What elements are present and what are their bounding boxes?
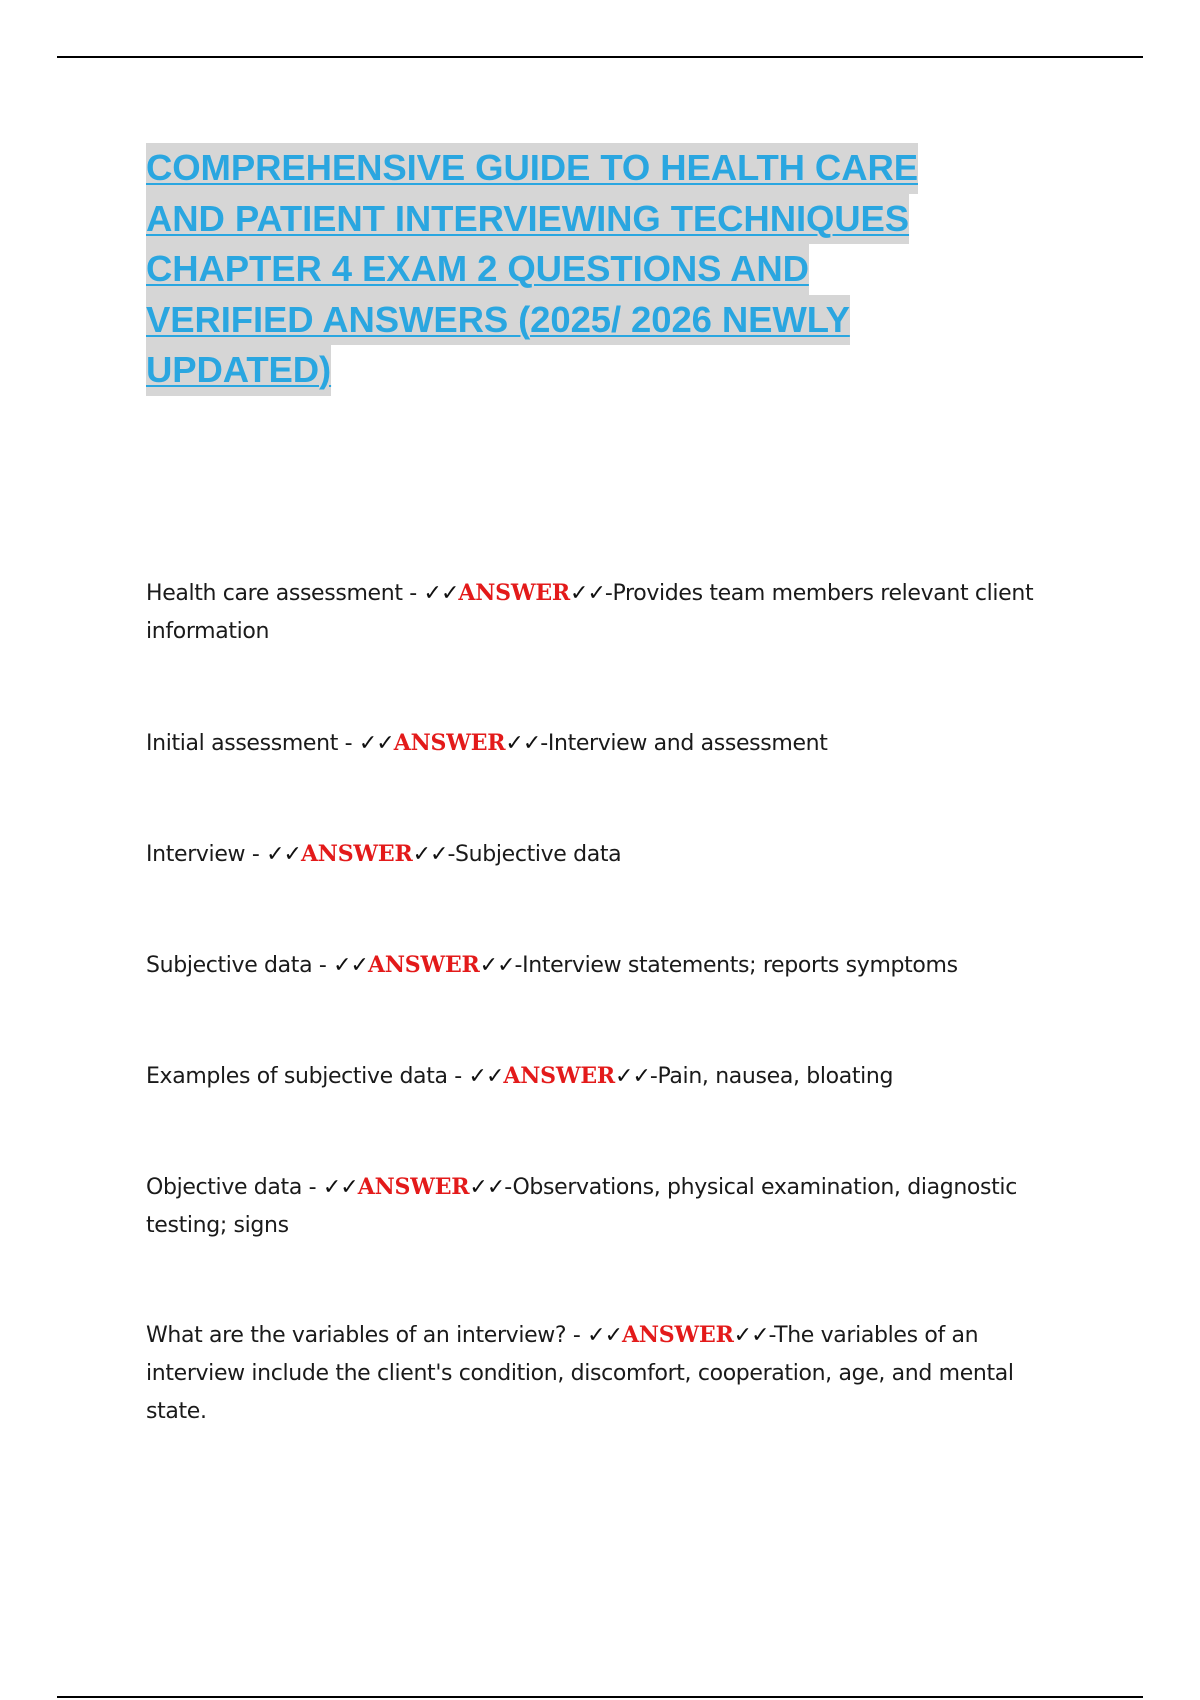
document-title xyxy=(146,143,1046,396)
answer-tag: ANSWER xyxy=(300,841,413,867)
answer-text: Observations, physical examination, diagnostic testing; signs xyxy=(146,1175,1017,1238)
check-icon: ✓✓ xyxy=(587,1323,623,1348)
check-icon: ✓✓ xyxy=(322,1175,358,1200)
check-icon: ✓✓ xyxy=(468,1064,504,1089)
separator: - xyxy=(504,1175,513,1200)
question-text: Subjective data xyxy=(146,953,313,978)
title-line-2: AND PATIENT INTERVIEWING TECHNIQUES xyxy=(146,194,909,245)
title-line-1: COMPREHENSIVE GUIDE TO HEALTH CARE xyxy=(146,143,918,194)
question-text: Interview xyxy=(146,842,246,867)
check-icon: ✓✓ xyxy=(615,1064,650,1089)
separator: - xyxy=(447,842,456,867)
separator: - xyxy=(572,1323,581,1348)
separator: - xyxy=(251,842,260,867)
answer-tag: ANSWER xyxy=(357,1174,470,1200)
answer-text: Pain, nausea, bloating xyxy=(657,1064,894,1089)
qa-item xyxy=(146,835,1076,874)
separator: - xyxy=(540,731,548,756)
check-icon: ✓✓ xyxy=(505,731,541,756)
qa-item xyxy=(146,574,1076,651)
separator: - xyxy=(604,581,613,606)
bottom-rule xyxy=(57,1696,1143,1698)
question-text: Examples of subjective data xyxy=(146,1064,448,1089)
question-text: Initial assessment xyxy=(146,731,338,756)
qa-item xyxy=(146,1057,1076,1096)
check-icon: ✓✓ xyxy=(733,1323,769,1348)
answer-tag: ANSWER xyxy=(503,1063,616,1089)
check-icon: ✓✓ xyxy=(469,1175,505,1200)
separator: - xyxy=(344,731,353,756)
qa-item xyxy=(146,724,1076,763)
check-icon: ✓✓ xyxy=(423,581,459,606)
separator: - xyxy=(768,1323,775,1348)
separator: - xyxy=(649,1064,658,1089)
qa-item xyxy=(146,946,1076,985)
answer-tag: ANSWER xyxy=(393,730,506,756)
check-icon: ✓✓ xyxy=(412,842,448,867)
answer-tag: ANSWER xyxy=(368,952,480,978)
answer-text: Subjective data xyxy=(455,842,622,867)
check-icon: ✓✓ xyxy=(333,953,368,978)
separator: - xyxy=(318,953,327,978)
separator: - xyxy=(308,1175,317,1200)
title-line-4: VERIFIED ANSWERS (2025/ 2026 NEWLY xyxy=(146,295,850,346)
check-icon: ✓✓ xyxy=(266,842,301,867)
question-text: Health care assessment xyxy=(146,581,403,606)
answer-text: The variables of an interview include the client's condition, discomfort, cooperation, age, and mental state. xyxy=(146,1323,1014,1424)
separator: - xyxy=(514,953,523,978)
check-icon: ✓✓ xyxy=(358,731,394,756)
top-rule xyxy=(57,56,1143,58)
title-line-3: CHAPTER 4 EXAM 2 QUESTIONS AND xyxy=(146,244,809,295)
answer-text: Provides team members relevant client information xyxy=(146,581,1034,644)
title-line-5: UPDATED) xyxy=(146,345,331,396)
check-icon: ✓✓ xyxy=(479,953,515,978)
separator: - xyxy=(454,1064,462,1089)
answer-tag: ANSWER xyxy=(458,580,571,606)
answer-tag: ANSWER xyxy=(622,1322,734,1348)
question-text: Objective data xyxy=(146,1175,302,1200)
question-text: What are the variables of an interview? xyxy=(146,1323,567,1348)
answer-text: Interview and assessment xyxy=(547,731,828,756)
check-icon: ✓✓ xyxy=(570,581,605,606)
qa-item xyxy=(146,1316,1076,1431)
separator: - xyxy=(409,581,417,606)
answer-text: Interview statements; reports symptoms xyxy=(522,953,958,978)
qa-item xyxy=(146,1168,1076,1245)
